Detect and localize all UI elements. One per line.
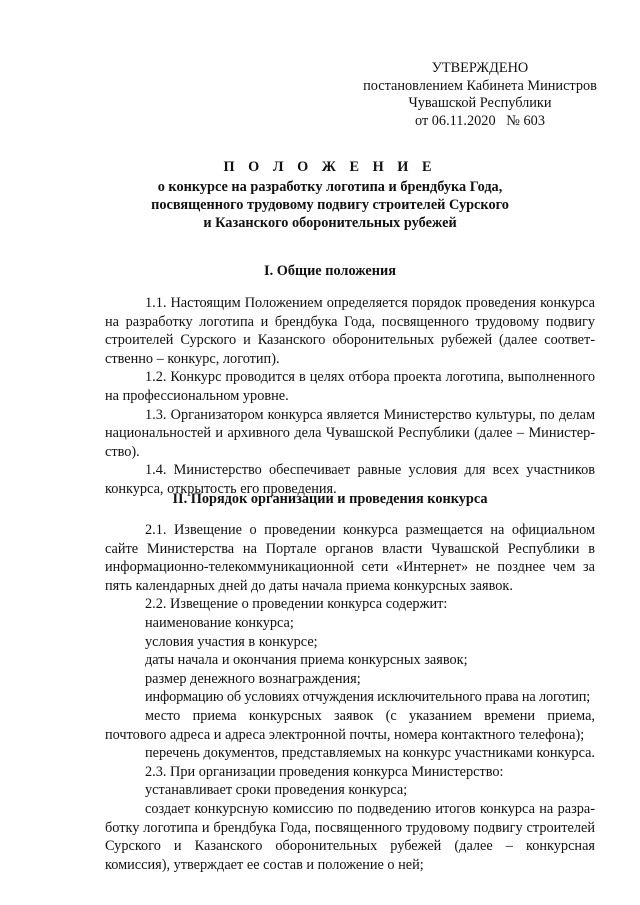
list-item: наименование конкурса; xyxy=(145,614,294,631)
paragraph-2-1: 2.1. Извещение о проведении конкурса размещается на официальном сайте Министерства на Портале органов власти Чувашской Республики в информационно-телекоммуникационной сети «Интернет» не позднее чем за пять календарных дней до даты начала приема конкурсных заявок. xyxy=(105,522,595,594)
document-title-block xyxy=(110,158,550,232)
subtitle-line-1: о конкурсе на разработку логотипа и брендбука Года, xyxy=(157,179,503,195)
list-item: устанавливает сроки проведения конкурса; xyxy=(145,782,408,799)
approval-line-2: Чувашской Республики xyxy=(408,95,552,111)
list-item: место приема конкурсных заявок (с указанием времени приема, почтового адреса и адреса электронной почты, номера контактного телефона); xyxy=(105,707,595,743)
paragraph-2-2: 2.2. Извещение о проведении конкурса содержит: xyxy=(145,596,448,613)
paragraph-2-3: 2.3. При организации проведения конкурса Министерство: xyxy=(145,763,504,780)
list-item: условия участия в конкурсе; xyxy=(145,633,318,650)
document-title: П О Л О Ж Е Н И Е xyxy=(223,159,437,175)
list-item: размер денежного вознаграждения; xyxy=(145,670,361,687)
section-2-heading: II. Порядок организации и проведения конкурса xyxy=(172,491,488,507)
paragraph-1-1: 1.1. Настоящим Положением определяется порядок проведения конкурса на разработку логотипа и брендбука Года, посвященного трудовому подвигу строителей Сурского и Казанского оборонительных рубежей (далее соответственно – конкурс, логотип). xyxy=(105,295,595,367)
approval-line-1: постановлением Кабинета Министров xyxy=(363,77,597,94)
paragraph-1-3: 1.3. Организатором конкурса является Министерство культуры, по делам национальностей и архивного дела Чувашской Республики (далее – Министерство). xyxy=(105,406,595,460)
list-item: информацию об условиях отчуждения исключительного права на логотип; xyxy=(145,689,591,706)
section-2-body xyxy=(105,521,595,874)
approval-stamp xyxy=(360,60,600,130)
section-1-heading: I. Общие положения xyxy=(264,263,396,279)
approval-line-3: от 06.11.2020 № 603 xyxy=(415,112,545,129)
list-item: создает конкурсную комиссию по подведению итогов конкурса на разработку логотипа и брендбука Года, посвященного трудовому подвигу строителей Сурского и Казанского оборонительных рубежей (далее – конкурсная комиссия), утверждает ее состав и положение о ней; xyxy=(105,800,595,873)
paragraph-1-4: 1.4. Министерство обеспечивает равные условия для всех участников конкурса, открытость его проведения. xyxy=(105,462,595,497)
subtitle-line-3: и Казанского оборонительных рубежей xyxy=(203,215,457,231)
subtitle-line-2: посвященного трудовому подвигу строителей Сурского xyxy=(151,197,509,213)
approval-heading: УТВЕРЖДЕНО xyxy=(431,60,529,76)
paragraph-1-2: 1.2. Конкурс проводится в целях отбора проекта логотипа, выполненного на профессиональном уровне. xyxy=(105,369,595,404)
section-1-body xyxy=(105,294,595,499)
list-item: перечень документов, представляемых на конкурс участниками конкурса. xyxy=(145,745,596,762)
list-item: даты начала и окончания приема конкурсных заявок; xyxy=(145,652,468,669)
